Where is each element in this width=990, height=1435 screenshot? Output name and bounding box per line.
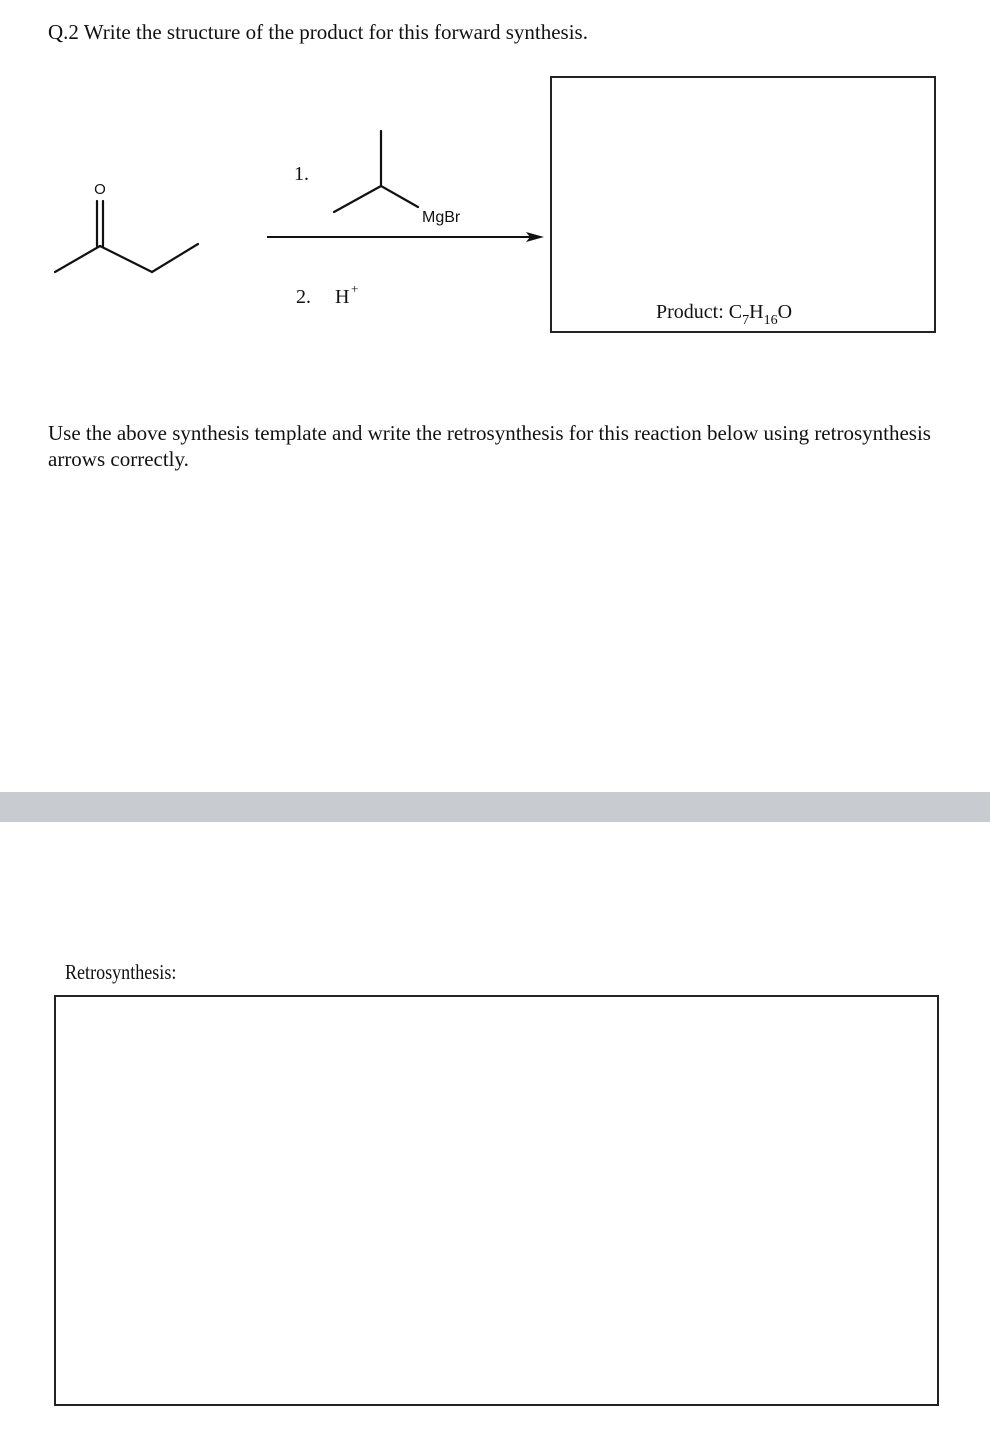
section-divider-band	[0, 792, 990, 822]
product-answer-box[interactable]	[551, 77, 935, 332]
retrosynthesis-label: Retrosynthesis:	[65, 960, 177, 984]
product-hydrogen-count: 16	[763, 313, 778, 328]
carbonyl-oxygen-label: O	[94, 181, 106, 198]
reaction-arrow	[267, 232, 544, 242]
grignard-bond-left	[334, 186, 381, 212]
product-formula-prefix: Product: C	[656, 301, 743, 323]
step2-number: 2.	[296, 286, 311, 308]
mgbr-label: MgBr	[422, 209, 461, 226]
step1-number: 1.	[294, 163, 309, 185]
ketone-bond-middle	[100, 246, 152, 272]
ketone-bond-right	[152, 244, 198, 272]
isopropyl-grignard-structure	[334, 131, 418, 212]
retrosynthesis-instructions: Use the above synthesis template and write the retrosynthesis for this reaction below using retrosynthesis arrows correctly.	[48, 421, 931, 471]
grignard-bond-right	[381, 186, 418, 207]
retrosynthesis-answer-box[interactable]	[54, 995, 939, 1406]
product-carbon-count: 7	[742, 313, 750, 328]
ketone-bond-left	[55, 246, 100, 272]
product-oxygen-symbol: O	[777, 301, 793, 323]
product-hydrogen-symbol: H	[749, 301, 764, 323]
starting-ketone-structure	[55, 201, 198, 272]
step2-reagent-charge: +	[351, 281, 359, 296]
step2-reagent: H	[335, 286, 350, 308]
reaction-scheme	[0, 0, 990, 360]
question-title: Q.2 Write the structure of the product for this forward synthesis.	[48, 20, 588, 44]
